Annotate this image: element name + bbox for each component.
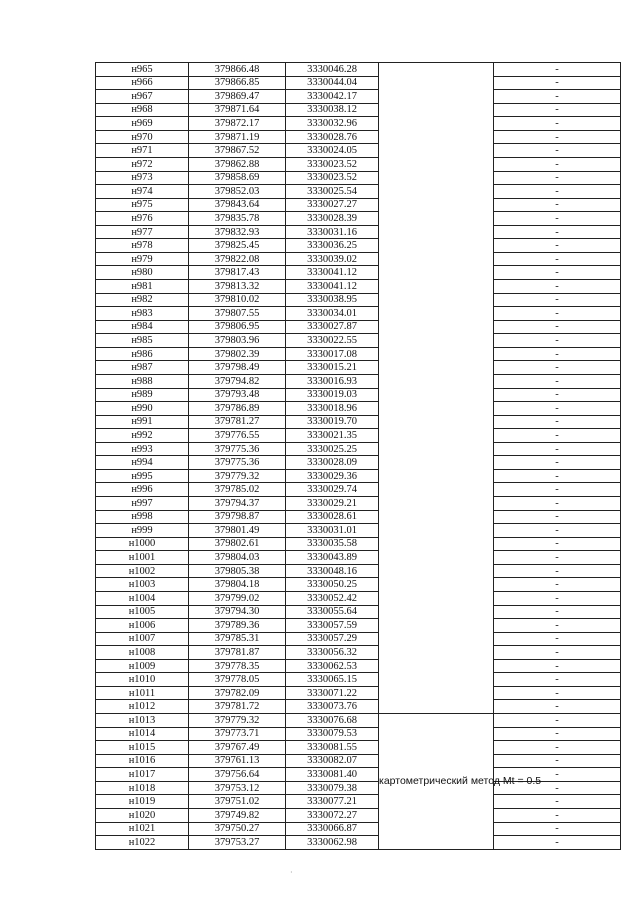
y-coordinate-cell: 3330079.38 xyxy=(286,781,379,795)
point-id-cell: н1004 xyxy=(96,591,189,605)
y-coordinate-cell: 3330029.36 xyxy=(286,469,379,483)
x-coordinate-cell: 379773.71 xyxy=(189,727,286,741)
x-coordinate-cell: 379825.45 xyxy=(189,239,286,253)
table-row xyxy=(96,320,621,334)
y-coordinate-cell: 3330027.27 xyxy=(286,198,379,212)
mark-cell: - xyxy=(494,63,621,77)
table-row xyxy=(96,727,621,741)
table-row xyxy=(96,673,621,687)
y-coordinate-cell: 3330021.35 xyxy=(286,429,379,443)
point-id-cell: н986 xyxy=(96,347,189,361)
mark-cell: - xyxy=(494,781,621,795)
y-coordinate-cell: 3330073.76 xyxy=(286,700,379,714)
y-coordinate-cell: 3330038.95 xyxy=(286,293,379,307)
mark-cell: - xyxy=(494,646,621,660)
point-id-cell: н970 xyxy=(96,130,189,144)
y-coordinate-cell: 3330024.05 xyxy=(286,144,379,158)
table-row xyxy=(96,307,621,321)
x-coordinate-cell: 379756.64 xyxy=(189,768,286,782)
mark-cell: - xyxy=(494,198,621,212)
y-coordinate-cell: 3330031.16 xyxy=(286,225,379,239)
point-id-cell: н990 xyxy=(96,402,189,416)
mark-cell: - xyxy=(494,564,621,578)
x-coordinate-cell: 379767.49 xyxy=(189,741,286,755)
mark-cell: - xyxy=(494,524,621,538)
x-coordinate-cell: 379753.12 xyxy=(189,781,286,795)
y-coordinate-cell: 3330055.64 xyxy=(286,605,379,619)
x-coordinate-cell: 379810.02 xyxy=(189,293,286,307)
point-id-cell: н992 xyxy=(96,429,189,443)
mark-cell: - xyxy=(494,185,621,199)
x-coordinate-cell: 379798.87 xyxy=(189,510,286,524)
y-coordinate-cell: 3330022.55 xyxy=(286,334,379,348)
coordinates-table-body xyxy=(96,63,621,850)
y-coordinate-cell: 3330057.29 xyxy=(286,632,379,646)
y-coordinate-cell: 3330041.12 xyxy=(286,280,379,294)
mark-cell: - xyxy=(494,714,621,728)
table-row xyxy=(96,117,621,131)
mark-cell: - xyxy=(494,90,621,104)
point-id-cell: н1007 xyxy=(96,632,189,646)
mark-cell: - xyxy=(494,212,621,226)
x-coordinate-cell: 379749.82 xyxy=(189,808,286,822)
table-row xyxy=(96,646,621,660)
point-id-cell: н1017 xyxy=(96,768,189,782)
point-id-cell: н1015 xyxy=(96,741,189,755)
x-coordinate-cell: 379782.09 xyxy=(189,686,286,700)
x-coordinate-cell: 379817.43 xyxy=(189,266,286,280)
mark-cell: - xyxy=(494,686,621,700)
mark-cell: - xyxy=(494,239,621,253)
mark-cell: - xyxy=(494,700,621,714)
x-coordinate-cell: 379775.36 xyxy=(189,456,286,470)
mark-cell: - xyxy=(494,741,621,755)
x-coordinate-cell: 379781.72 xyxy=(189,700,286,714)
table-row xyxy=(96,63,621,77)
table-row xyxy=(96,103,621,117)
point-id-cell: н967 xyxy=(96,90,189,104)
table-row xyxy=(96,768,621,782)
x-coordinate-cell: 379794.82 xyxy=(189,374,286,388)
mark-cell: - xyxy=(494,361,621,375)
table-row xyxy=(96,90,621,104)
point-id-cell: н991 xyxy=(96,415,189,429)
mark-cell: - xyxy=(494,551,621,565)
x-coordinate-cell: 379761.13 xyxy=(189,754,286,768)
point-id-cell: н1020 xyxy=(96,808,189,822)
table-row xyxy=(96,551,621,565)
table-row xyxy=(96,537,621,551)
y-coordinate-cell: 3330072.27 xyxy=(286,808,379,822)
point-id-cell: н998 xyxy=(96,510,189,524)
y-coordinate-cell: 3330041.12 xyxy=(286,266,379,280)
mark-cell: - xyxy=(494,144,621,158)
point-id-cell: н1002 xyxy=(96,564,189,578)
y-coordinate-cell: 3330035.58 xyxy=(286,537,379,551)
x-coordinate-cell: 379778.05 xyxy=(189,673,286,687)
x-coordinate-cell: 379807.55 xyxy=(189,307,286,321)
y-coordinate-cell: 3330027.87 xyxy=(286,320,379,334)
mark-cell: - xyxy=(494,266,621,280)
table-row xyxy=(96,483,621,497)
x-coordinate-cell: 379871.64 xyxy=(189,103,286,117)
mark-cell: - xyxy=(494,388,621,402)
mark-cell: - xyxy=(494,402,621,416)
mark-cell: - xyxy=(494,374,621,388)
point-id-cell: н1022 xyxy=(96,836,189,850)
point-id-cell: н1014 xyxy=(96,727,189,741)
x-coordinate-cell: 379867.52 xyxy=(189,144,286,158)
table-row xyxy=(96,700,621,714)
table-row xyxy=(96,415,621,429)
mark-cell: - xyxy=(494,836,621,850)
y-coordinate-cell: 3330038.12 xyxy=(286,103,379,117)
mark-cell: - xyxy=(494,103,621,117)
table-row xyxy=(96,836,621,850)
table-row xyxy=(96,822,621,836)
table-row xyxy=(96,686,621,700)
method-cell: картометрический метод Mt = 0.5 xyxy=(379,714,494,850)
mark-cell: - xyxy=(494,768,621,782)
x-coordinate-cell: 379866.85 xyxy=(189,76,286,90)
x-coordinate-cell: 379862.88 xyxy=(189,157,286,171)
point-id-cell: н1001 xyxy=(96,551,189,565)
x-coordinate-cell: 379789.36 xyxy=(189,619,286,633)
y-coordinate-cell: 3330050.25 xyxy=(286,578,379,592)
point-id-cell: н969 xyxy=(96,117,189,131)
y-coordinate-cell: 3330039.02 xyxy=(286,252,379,266)
point-id-cell: н1021 xyxy=(96,822,189,836)
point-id-cell: н1013 xyxy=(96,714,189,728)
table-row xyxy=(96,619,621,633)
x-coordinate-cell: 379785.02 xyxy=(189,483,286,497)
y-coordinate-cell: 3330046.28 xyxy=(286,63,379,77)
point-id-cell: н994 xyxy=(96,456,189,470)
empty-method-cell xyxy=(379,63,494,714)
y-coordinate-cell: 3330081.55 xyxy=(286,741,379,755)
x-coordinate-cell: 379804.18 xyxy=(189,578,286,592)
mark-cell: - xyxy=(494,632,621,646)
point-id-cell: н1019 xyxy=(96,795,189,809)
table-row xyxy=(96,157,621,171)
point-id-cell: н997 xyxy=(96,497,189,511)
mark-cell: - xyxy=(494,822,621,836)
table-row xyxy=(96,781,621,795)
point-id-cell: н1009 xyxy=(96,659,189,673)
x-coordinate-cell: 379785.31 xyxy=(189,632,286,646)
y-coordinate-cell: 3330019.70 xyxy=(286,415,379,429)
y-coordinate-cell: 3330065.15 xyxy=(286,673,379,687)
x-coordinate-cell: 379794.37 xyxy=(189,497,286,511)
y-coordinate-cell: 3330023.52 xyxy=(286,171,379,185)
y-coordinate-cell: 3330018.96 xyxy=(286,402,379,416)
table-row xyxy=(96,564,621,578)
table-row xyxy=(96,524,621,538)
table-row xyxy=(96,252,621,266)
y-coordinate-cell: 3330056.32 xyxy=(286,646,379,660)
table-row xyxy=(96,714,621,728)
point-id-cell: н972 xyxy=(96,157,189,171)
mark-cell: - xyxy=(494,320,621,334)
table-row xyxy=(96,510,621,524)
table-row xyxy=(96,374,621,388)
point-id-cell: н966 xyxy=(96,76,189,90)
x-coordinate-cell: 379753.27 xyxy=(189,836,286,850)
table-row xyxy=(96,334,621,348)
y-coordinate-cell: 3330016.93 xyxy=(286,374,379,388)
table-row xyxy=(96,347,621,361)
scan-dot: · xyxy=(290,868,293,877)
table-row xyxy=(96,754,621,768)
mark-cell: - xyxy=(494,795,621,809)
mark-cell: - xyxy=(494,415,621,429)
x-coordinate-cell: 379872.17 xyxy=(189,117,286,131)
y-coordinate-cell: 3330076.68 xyxy=(286,714,379,728)
y-coordinate-cell: 3330062.98 xyxy=(286,836,379,850)
x-coordinate-cell: 379779.32 xyxy=(189,714,286,728)
table-row xyxy=(96,632,621,646)
x-coordinate-cell: 379801.49 xyxy=(189,524,286,538)
mark-cell: - xyxy=(494,117,621,131)
mark-cell: - xyxy=(494,76,621,90)
table-row xyxy=(96,795,621,809)
y-coordinate-cell: 3330028.76 xyxy=(286,130,379,144)
point-id-cell: н976 xyxy=(96,212,189,226)
y-coordinate-cell: 3330031.01 xyxy=(286,524,379,538)
x-coordinate-cell: 379835.78 xyxy=(189,212,286,226)
x-coordinate-cell: 379750.27 xyxy=(189,822,286,836)
x-coordinate-cell: 379858.69 xyxy=(189,171,286,185)
point-id-cell: н981 xyxy=(96,280,189,294)
x-coordinate-cell: 379852.03 xyxy=(189,185,286,199)
x-coordinate-cell: 379778.35 xyxy=(189,659,286,673)
mark-cell: - xyxy=(494,591,621,605)
y-coordinate-cell: 3330015.21 xyxy=(286,361,379,375)
table-row xyxy=(96,130,621,144)
mark-cell: - xyxy=(494,510,621,524)
table-row xyxy=(96,361,621,375)
x-coordinate-cell: 379798.49 xyxy=(189,361,286,375)
x-coordinate-cell: 379802.61 xyxy=(189,537,286,551)
point-id-cell: н979 xyxy=(96,252,189,266)
table-row xyxy=(96,442,621,456)
x-coordinate-cell: 379805.38 xyxy=(189,564,286,578)
y-coordinate-cell: 3330034.01 xyxy=(286,307,379,321)
y-coordinate-cell: 3330023.52 xyxy=(286,157,379,171)
x-coordinate-cell: 379776.55 xyxy=(189,429,286,443)
y-coordinate-cell: 3330057.59 xyxy=(286,619,379,633)
y-coordinate-cell: 3330052.42 xyxy=(286,591,379,605)
y-coordinate-cell: 3330017.08 xyxy=(286,347,379,361)
y-coordinate-cell: 3330036.25 xyxy=(286,239,379,253)
table-row xyxy=(96,280,621,294)
x-coordinate-cell: 379806.95 xyxy=(189,320,286,334)
point-id-cell: н982 xyxy=(96,293,189,307)
table-row xyxy=(96,76,621,90)
y-coordinate-cell: 3330066.87 xyxy=(286,822,379,836)
point-id-cell: н995 xyxy=(96,469,189,483)
mark-cell: - xyxy=(494,754,621,768)
y-coordinate-cell: 3330079.53 xyxy=(286,727,379,741)
point-id-cell: н975 xyxy=(96,198,189,212)
mark-cell: - xyxy=(494,347,621,361)
x-coordinate-cell: 379804.03 xyxy=(189,551,286,565)
coordinates-table xyxy=(95,62,621,850)
mark-cell: - xyxy=(494,171,621,185)
mark-cell: - xyxy=(494,130,621,144)
x-coordinate-cell: 379781.27 xyxy=(189,415,286,429)
x-coordinate-cell: 379794.30 xyxy=(189,605,286,619)
mark-cell: - xyxy=(494,252,621,266)
point-id-cell: н983 xyxy=(96,307,189,321)
x-coordinate-cell: 379822.08 xyxy=(189,252,286,266)
x-coordinate-cell: 379775.36 xyxy=(189,442,286,456)
point-id-cell: н977 xyxy=(96,225,189,239)
mark-cell: - xyxy=(494,578,621,592)
x-coordinate-cell: 379793.48 xyxy=(189,388,286,402)
mark-cell: - xyxy=(494,280,621,294)
y-coordinate-cell: 3330043.89 xyxy=(286,551,379,565)
y-coordinate-cell: 3330071.22 xyxy=(286,686,379,700)
y-coordinate-cell: 3330028.61 xyxy=(286,510,379,524)
y-coordinate-cell: 3330044.04 xyxy=(286,76,379,90)
mark-cell: - xyxy=(494,727,621,741)
y-coordinate-cell: 3330019.03 xyxy=(286,388,379,402)
table-row xyxy=(96,659,621,673)
point-id-cell: н971 xyxy=(96,144,189,158)
mark-cell: - xyxy=(494,808,621,822)
table-row xyxy=(96,198,621,212)
y-coordinate-cell: 3330028.39 xyxy=(286,212,379,226)
mark-cell: - xyxy=(494,157,621,171)
mark-cell: - xyxy=(494,497,621,511)
point-id-cell: н978 xyxy=(96,239,189,253)
table-row xyxy=(96,388,621,402)
table-row xyxy=(96,469,621,483)
table-row xyxy=(96,578,621,592)
point-id-cell: н996 xyxy=(96,483,189,497)
point-id-cell: н973 xyxy=(96,171,189,185)
point-id-cell: н1008 xyxy=(96,646,189,660)
mark-cell: - xyxy=(494,334,621,348)
x-coordinate-cell: 379843.64 xyxy=(189,198,286,212)
table-row xyxy=(96,212,621,226)
x-coordinate-cell: 379869.47 xyxy=(189,90,286,104)
y-coordinate-cell: 3330077.21 xyxy=(286,795,379,809)
y-coordinate-cell: 3330062.53 xyxy=(286,659,379,673)
mark-cell: - xyxy=(494,483,621,497)
point-id-cell: н1005 xyxy=(96,605,189,619)
table-row xyxy=(96,605,621,619)
table-row xyxy=(96,266,621,280)
mark-cell: - xyxy=(494,307,621,321)
table-row xyxy=(96,429,621,443)
point-id-cell: н993 xyxy=(96,442,189,456)
point-id-cell: н1003 xyxy=(96,578,189,592)
y-coordinate-cell: 3330029.21 xyxy=(286,497,379,511)
x-coordinate-cell: 379803.96 xyxy=(189,334,286,348)
mark-cell: - xyxy=(494,456,621,470)
y-coordinate-cell: 3330028.09 xyxy=(286,456,379,470)
x-coordinate-cell: 379813.32 xyxy=(189,280,286,294)
y-coordinate-cell: 3330082.07 xyxy=(286,754,379,768)
table-row xyxy=(96,456,621,470)
table-row xyxy=(96,402,621,416)
x-coordinate-cell: 379751.02 xyxy=(189,795,286,809)
table-row xyxy=(96,591,621,605)
x-coordinate-cell: 379779.32 xyxy=(189,469,286,483)
x-coordinate-cell: 379799.02 xyxy=(189,591,286,605)
point-id-cell: н1018 xyxy=(96,781,189,795)
table-row xyxy=(96,144,621,158)
point-id-cell: н965 xyxy=(96,63,189,77)
mark-cell: - xyxy=(494,673,621,687)
point-id-cell: н974 xyxy=(96,185,189,199)
y-coordinate-cell: 3330025.25 xyxy=(286,442,379,456)
point-id-cell: н984 xyxy=(96,320,189,334)
table-row xyxy=(96,185,621,199)
point-id-cell: н1016 xyxy=(96,754,189,768)
table-row xyxy=(96,293,621,307)
table-row xyxy=(96,239,621,253)
x-coordinate-cell: 379871.19 xyxy=(189,130,286,144)
mark-cell: - xyxy=(494,605,621,619)
table-row xyxy=(96,225,621,239)
y-coordinate-cell: 3330042.17 xyxy=(286,90,379,104)
x-coordinate-cell: 379832.93 xyxy=(189,225,286,239)
y-coordinate-cell: 3330048.16 xyxy=(286,564,379,578)
point-id-cell: н1000 xyxy=(96,537,189,551)
table-row xyxy=(96,171,621,185)
point-id-cell: н1012 xyxy=(96,700,189,714)
table-row xyxy=(96,497,621,511)
point-id-cell: н999 xyxy=(96,524,189,538)
mark-cell: - xyxy=(494,429,621,443)
y-coordinate-cell: 3330081.40 xyxy=(286,768,379,782)
mark-cell: - xyxy=(494,659,621,673)
point-id-cell: н987 xyxy=(96,361,189,375)
point-id-cell: н968 xyxy=(96,103,189,117)
table-row xyxy=(96,741,621,755)
x-coordinate-cell: 379781.87 xyxy=(189,646,286,660)
table-row xyxy=(96,808,621,822)
point-id-cell: н988 xyxy=(96,374,189,388)
point-id-cell: н1006 xyxy=(96,619,189,633)
mark-cell: - xyxy=(494,469,621,483)
point-id-cell: н989 xyxy=(96,388,189,402)
y-coordinate-cell: 3330029.74 xyxy=(286,483,379,497)
point-id-cell: н1011 xyxy=(96,686,189,700)
x-coordinate-cell: 379802.39 xyxy=(189,347,286,361)
mark-cell: - xyxy=(494,293,621,307)
mark-cell: - xyxy=(494,537,621,551)
point-id-cell: н1010 xyxy=(96,673,189,687)
x-coordinate-cell: 379866.48 xyxy=(189,63,286,77)
x-coordinate-cell: 379786.89 xyxy=(189,402,286,416)
point-id-cell: н980 xyxy=(96,266,189,280)
mark-cell: - xyxy=(494,225,621,239)
mark-cell: - xyxy=(494,442,621,456)
y-coordinate-cell: 3330032.96 xyxy=(286,117,379,131)
mark-cell: - xyxy=(494,619,621,633)
y-coordinate-cell: 3330025.54 xyxy=(286,185,379,199)
point-id-cell: н985 xyxy=(96,334,189,348)
